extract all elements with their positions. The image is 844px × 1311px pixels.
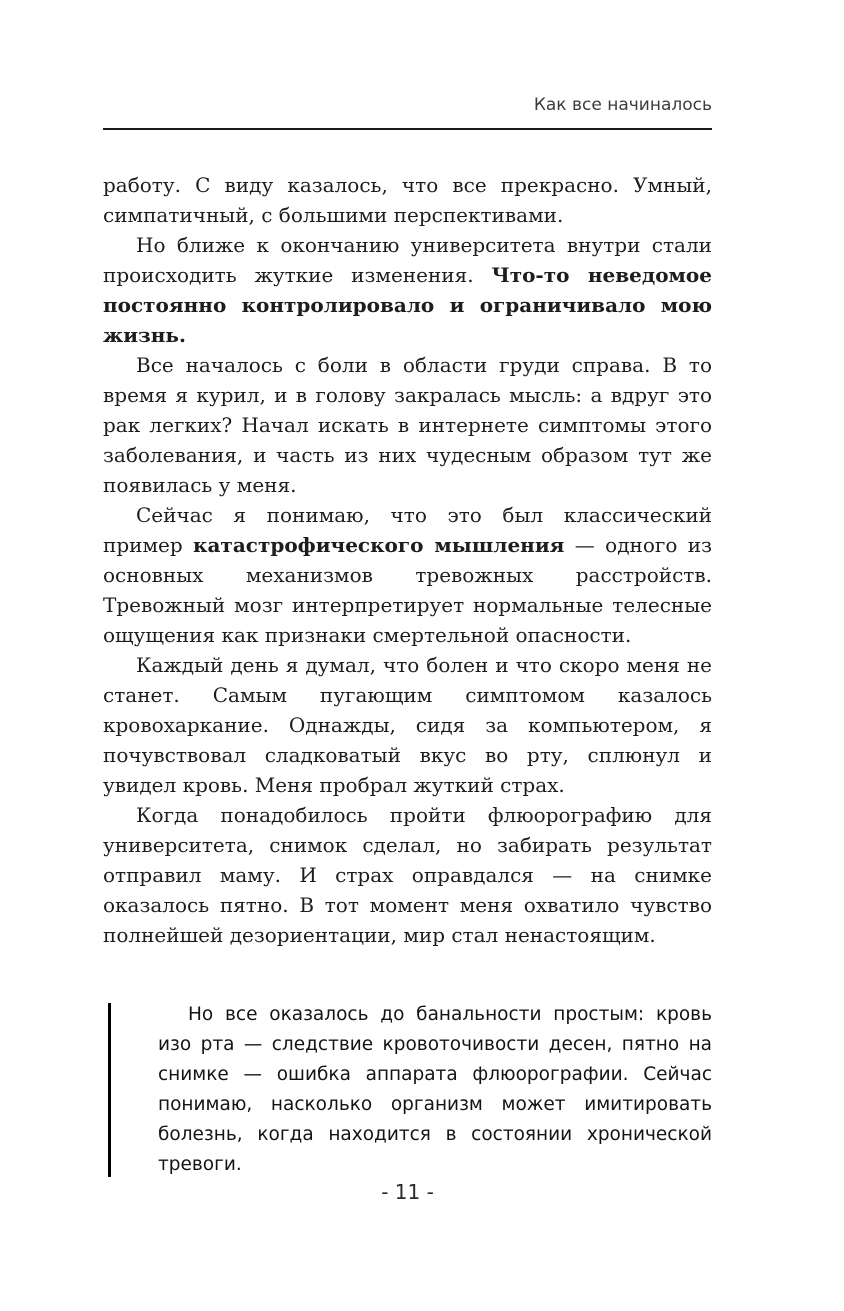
paragraph: работу. С виду казалось, что все прекрасно. Умный, симпатичный, с большими перспективами. <box>103 173 712 227</box>
paragraph: Когда понадобилось пройти флюорографию для университета, снимок сделал, но забирать результат отправил маму. И страх оправдался — на снимке оказалось пятно. В тот момент меня охватило чувство полнейшей дезориентации, мир стал ненастоящим. <box>103 803 712 947</box>
page-number: - 11 - <box>381 1180 434 1204</box>
paragraph: Все началось с боли в области груди справа. В то время я курил, и в голову закралась мысль: а вдруг это рак легких? Начал искать в интернете симптомы этого заболевания, и часть из них чудесным образом тут же появилась у меня. <box>103 353 712 497</box>
quote-text: Но все оказалось до банальности простым: кровь изо рта — следствие кровоточивости десен, пятно на снимке — ошибка аппарата флюорографии. Сейчас понимаю, насколько организм может имитировать болезнь, когда находится в состоянии хронической тревоги. <box>158 1004 712 1175</box>
quote-block <box>108 998 712 1182</box>
paragraph: Но ближе к окончанию университета внутри стали происходить жуткие изменения. Что-то неведомое постоянно контролировало и ограничивало мою жизнь. <box>103 233 712 347</box>
header-rule <box>103 128 712 130</box>
running-header: Как все начиналось <box>533 95 712 115</box>
quote-bar <box>108 1003 111 1177</box>
paragraph: Каждый день я думал, что болен и что скоро меня не станет. Самым пугающим симптомом казалось кровохаркание. Однажды, сидя за компьютером, я почувствовал сладковатый вкус во рту, сплюнул и увидел кровь. Меня пробрал жуткий страх. <box>103 653 712 797</box>
body-text <box>103 170 712 950</box>
paragraph: Сейчас я понимаю, что это был классический пример катастрофического мышления — одного из основных механизмов тревожных расстройств. Тревожный мозг интерпретирует нормальные телесные ощущения как признаки смертельной опасности. <box>103 503 713 647</box>
